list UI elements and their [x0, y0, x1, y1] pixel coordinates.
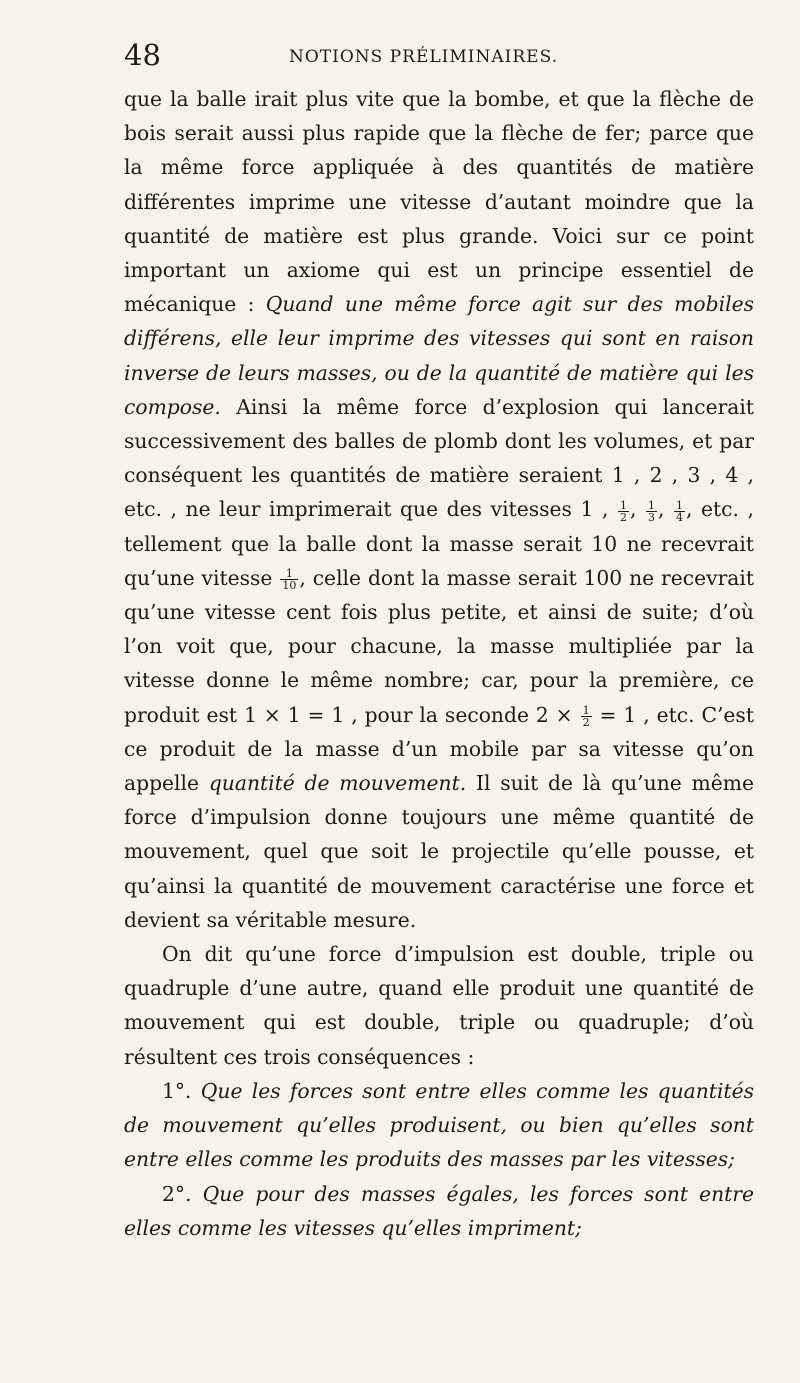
- consequence-1: [124, 1074, 754, 1177]
- p1-sentence-2: Ainsi la même force d’explosion qui lancerait successivement des balles de plomb dont les volumes, et par conséquent les quantités de matière seraient 1 , 2 , 3 , 4 , etc. , ne leur imprimerait que des vitesses 1 ,: [124, 394, 754, 522]
- page-header: [124, 34, 754, 74]
- p1-sentence-6: Il suit de là qu’une même force d’impulsion donne toujours une même quantité de mouvement, quel que soit le projectile qu’elle pousse, et qu’ainsi la quantité de mouvement caractérise une force et devient sa véritable mesure.: [124, 771, 754, 932]
- fraction-one-tenth: $\frac{1}{10}$: [282, 567, 297, 593]
- consequence-2-marker: 2°.: [162, 1181, 192, 1206]
- paragraph-2: On dit qu’une force d’impulsion est double, triple ou quadruple d’une autre, quand elle produit une quantité de mouvement qui est double, triple ou quadruple; d’où résultent ces trois conséquences :: [124, 942, 754, 1069]
- p1-sentence-5: = 1 , etc. C’est ce produit de la masse d’un mobile par sa vitesse qu’on appelle: [124, 702, 754, 796]
- fraction-one-half: $\frac{1}{2}$: [619, 498, 627, 525]
- paragraph-1: que la balle irait plus vite que la bombe, et que la flèche de bois serait aussi plus rapide que la flèche de fer; parce que la même force appliquée à des quantités de matière différentes imprime une vitesse d’autant moindre que la quantité de matière est plus grande. Voici sur ce point important un axiome qui est un principe essentiel de mécanique : Quand une même force agit sur des mobiles différens, elle leur imprime des vitesses qui sont en raison inverse de leurs masses, ou de la quantité de matière qui les compose. Ainsi la même force d’explosion qui lancerait successivement des balles de plomb dont les volumes, et par conséquent les quantités de matière seraient 1 , 2 , 3 , 4 , etc. , ne leur imprimerait que des vitesses 1 , $\frac{1}{2}$ , $\frac{1}{3}$ , $\frac{1}{4}$ , etc. , tellement que la balle dont la masse serait 10 ne recevrait qu’une vitesse $\frac{1}{10}$ , celle dont la masse serait 100 ne recevrait qu’une vitesse cent fois plus petite, et ainsi de suite; d’où l’on voit que, pour chacune, la masse multipliée par la vitesse donne le même nombre; car, pour la première, ce produit est 1 × 1 = 1 , pour la seconde 2 × $\frac{1}{2}$ = 1 , etc. C’est ce produit de la masse d’un mobile par sa vitesse qu’on appelle quantité de mouvement. Il suit de là qu’une même force d’impulsion donne toujours une même quantité de mouvement, quel que soit le projectile qu’elle pousse, et qu’ainsi la quantité de mouvement caractérise une force et devient sa véritable mesure.: [124, 87, 755, 932]
- page-number: 48: [124, 38, 161, 72]
- p1-sentence-4: celle dont la masse serait 100 ne recevrait qu’une vitesse cent fois plus petite, et ainsi de suite; d’où l’on voit que, pour chacune, la masse multipliée par la vitesse donne le même nombre; car, pour la première, ce produit est 1 × 1 = 1 , pour la seconde 2 ×: [124, 565, 755, 727]
- term-quantite-de-mouvement: quantité de mouvement.: [208, 771, 467, 796]
- axiom-italic: Quand une même force agit sur des mobiles différens, elle leur imprime des vitesses qui sont en raison inverse de leurs masses, ou de la quantité de matière qui les compose.: [124, 292, 754, 419]
- consequence-2-text: Que pour des masses égales, les forces sont entre elles comme les vitesses qu’elles impriment;: [124, 1181, 754, 1240]
- page-body: [124, 82, 754, 1245]
- fraction-one-half-second: $\frac{1}{2}$: [582, 704, 590, 730]
- consequence-2: [124, 1177, 754, 1245]
- p1-sentence-3: etc. , tellement que la balle dont la masse serait 10 ne recevrait qu’une vitesse: [124, 497, 754, 590]
- p1-sentence-1: que la balle irait plus vite que la bombe, et que la flèche de bois serait aussi plus rapide que la flèche de fer; parce que la même force appliquée à des quantités de matière différentes imprime une vitesse d’autant moindre que la quantité de matière est plus grande. Voici sur ce point important un axiome qui est un principe essentiel de mécanique :: [124, 87, 754, 317]
- consequence-1-marker: 1°.: [162, 1078, 192, 1103]
- fraction-one-third: $\frac{1}{3}$: [647, 498, 655, 525]
- running-title: NOTIONS PRÉLIMINAIRES.: [289, 47, 559, 67]
- consequence-1-text: Que les forces sont entre elles comme les quantités de mouvement qu’elles produisent, ou bien qu’elles sont entre elles comme les produits des masses par les vitesses;: [124, 1078, 754, 1172]
- fraction-one-quarter: $\frac{1}{4}$: [676, 498, 683, 525]
